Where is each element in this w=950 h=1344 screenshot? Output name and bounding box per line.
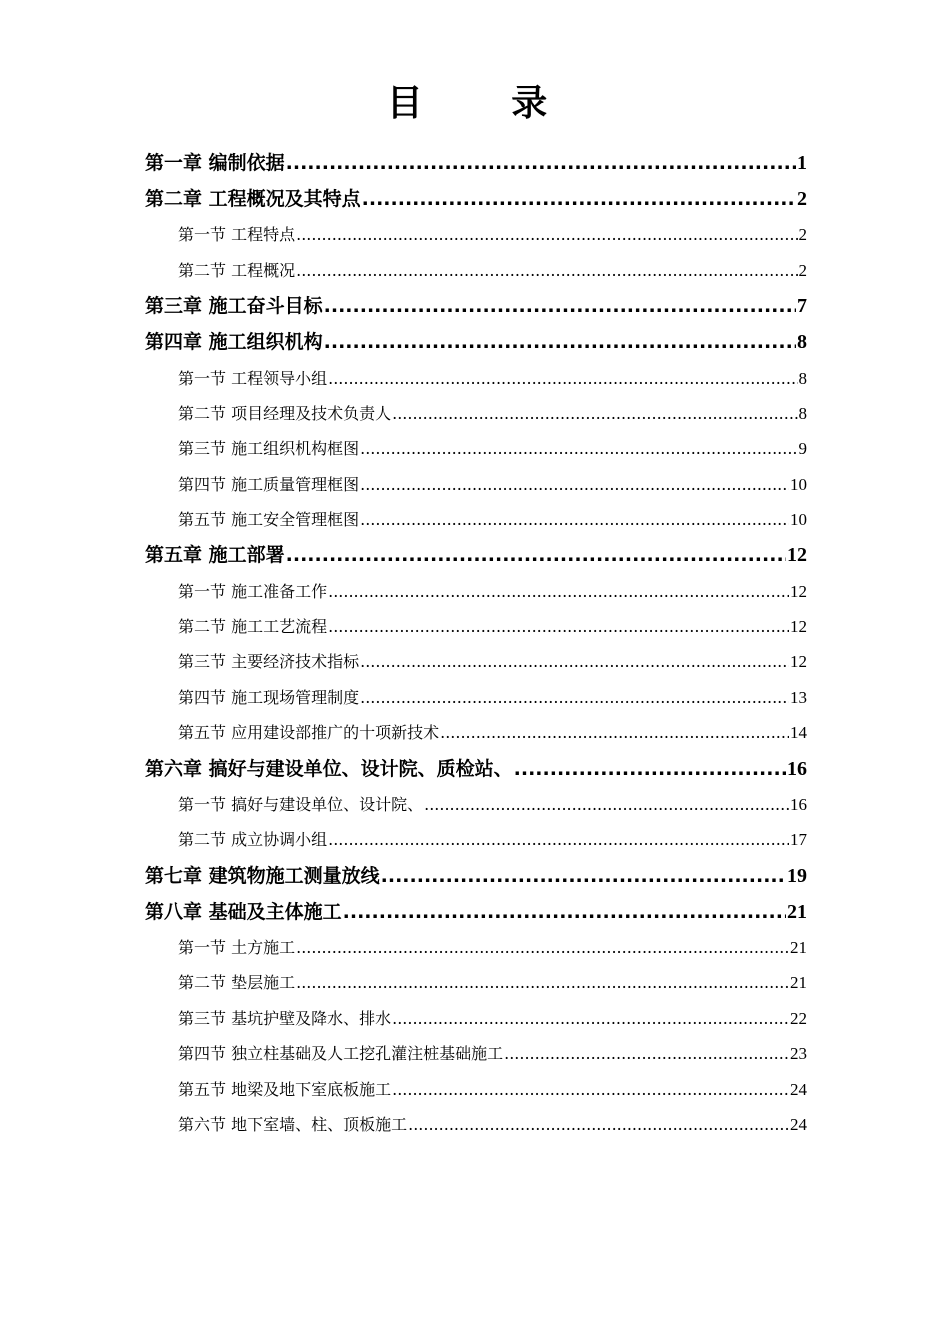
toc-page-number: 10 [790,510,807,530]
toc-section-entry[interactable] [145,1072,807,1107]
toc-chapter-entry[interactable] [145,181,807,217]
toc-entry-title [178,217,295,252]
toc-entry-text: 工程特点 [231,225,296,245]
toc-page-number: 2 [798,225,807,245]
toc-dot-leader [440,715,789,750]
toc-chapter-entry[interactable] [145,751,807,787]
toc-entry-label: 第三节 [178,1008,227,1028]
toc-entry-title [178,1001,391,1036]
toc-entry-title [145,858,380,894]
toc-entry-title [178,361,327,396]
toc-dot-leader [360,431,797,466]
toc-entry-text: 项目经理及技术负责人 [231,403,392,423]
table-of-contents [145,145,807,1142]
toc-entry-label: 第五章 [145,544,203,567]
toc-page-number: 2 [798,260,807,280]
toc-entry-text: 搞好与建设单位、设计院、质检站、 [208,757,513,780]
toc-chapter-entry[interactable] [145,537,807,573]
toc-entry-label: 第二章 [145,188,203,211]
toc-entry-text: 施工组织机构框图 [231,439,360,459]
toc-entry-text: 地下室墙、柱、顶板施工 [231,1114,408,1134]
toc-entry-text: 地梁及地下室底板施工 [231,1079,392,1099]
toc-chapter-entry[interactable] [145,288,807,324]
toc-entry-label: 第二节 [178,617,227,637]
toc-page-number: 16 [787,757,807,780]
toc-dot-leader [362,181,796,217]
toc-page-number: 8 [798,403,807,423]
toc-page-number: 24 [790,1079,807,1099]
toc-entry-title [178,431,359,466]
toc-entry-label: 第六节 [178,1114,227,1134]
toc-dot-leader [392,1001,789,1036]
toc-dot-leader [424,787,789,822]
toc-entry-label: 第一章 [145,152,203,174]
toc-section-entry[interactable] [145,965,807,1000]
toc-entry-title [178,502,359,537]
toc-entry-title [178,1072,391,1107]
toc-section-entry[interactable] [145,1107,807,1142]
toc-page-number: 1 [797,152,807,174]
toc-dot-leader [408,1107,789,1142]
toc-dot-leader [286,537,786,573]
toc-dot-leader [360,644,789,679]
toc-section-entry[interactable] [145,396,807,431]
toc-entry-label: 第四节 [178,474,227,494]
toc-page-number: 23 [790,1044,807,1064]
toc-entry-text: 基础及主体施工 [208,900,342,923]
toc-entry-text: 搞好与建设单位、设计院、 [231,794,424,814]
toc-dot-leader [392,396,797,431]
toc-entry-label: 第四章 [145,331,203,354]
toc-entry-title [178,1036,503,1071]
toc-dot-leader [296,253,797,288]
toc-page-number: 2 [797,188,807,211]
toc-section-entry[interactable] [145,930,807,965]
toc-entry-label: 第二节 [178,830,227,850]
toc-page-number: 12 [787,544,807,567]
toc-entry-text: 主要经济技术指标 [231,652,360,672]
page-title: 目 录 [386,83,586,124]
toc-chapter-entry[interactable] [145,145,807,181]
toc-entry-title [178,644,359,679]
toc-dot-leader [324,288,796,324]
toc-dot-leader [392,1072,789,1107]
toc-page-number: 24 [790,1114,807,1134]
toc-dot-leader [504,1036,789,1071]
toc-entry-text: 施工工艺流程 [231,617,328,637]
toc-entry-text: 独立柱基础及人工挖孔灌注桩基础施工 [231,1044,504,1064]
toc-dot-leader [360,680,789,715]
toc-entry-title [145,145,285,181]
toc-entry-title [178,715,439,750]
toc-dot-leader [328,361,797,396]
toc-page-number: 8 [797,331,807,354]
toc-entry-label: 第二节 [178,973,227,993]
toc-entry-label: 第五节 [178,510,227,530]
toc-entry-label: 第一节 [178,225,227,245]
toc-entry-label: 第六章 [145,757,203,780]
toc-entry-text: 编制依据 [208,152,285,174]
toc-entry-text: 建筑物施工测量放线 [208,864,380,887]
toc-section-entry[interactable] [145,502,807,537]
toc-entry-title [178,787,423,822]
toc-section-entry[interactable] [145,1001,807,1036]
toc-section-entry[interactable] [145,253,807,288]
toc-section-entry[interactable] [145,787,807,822]
toc-entry-label: 第一节 [178,581,227,601]
toc-page-number: 12 [790,652,807,672]
toc-entry-text: 应用建设部推广的十项新技术 [231,723,440,743]
toc-page-number: 7 [797,295,807,318]
toc-page-number: 9 [798,439,807,459]
toc-entry-text: 土方施工 [231,937,296,957]
toc-entry-text: 施工奋斗目标 [208,295,323,318]
toc-section-entry[interactable] [145,467,807,502]
toc-section-entry[interactable] [145,574,807,609]
toc-chapter-entry[interactable] [145,324,807,360]
toc-entry-text: 施工部署 [208,544,285,567]
toc-entry-text: 施工准备工作 [231,581,328,601]
toc-page-number: 22 [790,1008,807,1028]
toc-dot-leader [343,894,786,930]
toc-entry-title [178,253,295,288]
toc-entry-text: 工程领导小组 [231,368,328,388]
toc-page-number: 8 [798,368,807,388]
toc-entry-title [145,751,513,787]
toc-dot-leader [286,145,796,181]
toc-page-number: 17 [790,830,807,850]
toc-section-entry[interactable] [145,609,807,644]
toc-section-entry[interactable] [145,715,807,750]
toc-page-number: 13 [790,687,807,707]
toc-page-number: 12 [790,617,807,637]
toc-entry-text: 基坑护壁及降水、排水 [231,1008,392,1028]
toc-dot-leader [296,217,797,252]
toc-page-number: 16 [790,794,807,814]
toc-entry-label: 第一节 [178,937,227,957]
toc-entry-title [178,574,327,609]
toc-entry-label: 第三节 [178,652,227,672]
toc-entry-title [145,537,285,573]
toc-entry-title [178,1107,407,1142]
toc-section-entry[interactable] [145,431,807,466]
toc-entry-label: 第四节 [178,687,227,707]
toc-entry-label: 第八章 [145,900,203,923]
toc-dot-leader [296,965,789,1000]
toc-entry-text: 工程概况及其特点 [208,188,361,211]
toc-page-number: 10 [790,474,807,494]
toc-section-entry[interactable] [145,361,807,396]
toc-chapter-entry[interactable] [145,858,807,894]
toc-entry-label: 第七章 [145,864,203,887]
toc-dot-leader [360,467,789,502]
toc-section-entry[interactable] [145,680,807,715]
toc-chapter-entry[interactable] [145,894,807,930]
toc-entry-title [145,181,361,217]
toc-entry-text: 施工安全管理框图 [231,510,360,530]
toc-dot-leader [514,751,786,787]
toc-entry-text: 工程概况 [231,260,296,280]
toc-entry-text: 施工组织机构 [208,331,323,354]
toc-entry-label: 第五节 [178,723,227,743]
toc-entry-label: 第一节 [178,794,227,814]
toc-entry-label: 第二节 [178,260,227,280]
toc-entry-title [178,467,359,502]
toc-entry-text: 垫层施工 [231,973,296,993]
toc-entry-title [178,822,327,857]
toc-entry-title [178,680,359,715]
toc-page-number: 12 [790,581,807,601]
toc-page-number: 14 [790,723,807,743]
toc-dot-leader [324,324,796,360]
toc-entry-label: 第一节 [178,368,227,388]
toc-entry-label: 第三节 [178,439,227,459]
toc-entry-title [178,930,295,965]
toc-entry-text: 施工质量管理框图 [231,474,360,494]
toc-entry-title [178,965,295,1000]
toc-dot-leader [328,609,789,644]
toc-entry-title [178,396,391,431]
toc-page-number: 21 [790,937,807,957]
toc-dot-leader [296,930,789,965]
toc-page-number: 21 [787,900,807,923]
toc-entry-label: 第三章 [145,295,203,318]
toc-page-number: 21 [790,973,807,993]
toc-entry-title [145,288,323,324]
toc-entry-label: 第二节 [178,403,227,423]
toc-section-entry[interactable] [145,822,807,857]
toc-dot-leader [381,858,786,894]
toc-entry-title [178,609,327,644]
toc-section-entry[interactable] [145,1036,807,1071]
toc-section-entry[interactable] [145,217,807,252]
toc-entry-title [145,324,323,360]
toc-dot-leader [328,822,789,857]
toc-entry-label: 第五节 [178,1079,227,1099]
toc-entry-label: 第四节 [178,1044,227,1064]
toc-dot-leader [360,502,789,537]
toc-page-number: 19 [787,864,807,887]
toc-dot-leader [328,574,789,609]
toc-entry-title [145,894,342,930]
toc-entry-text: 施工现场管理制度 [231,687,360,707]
toc-section-entry[interactable] [145,644,807,679]
toc-entry-text: 成立协调小组 [231,830,328,850]
